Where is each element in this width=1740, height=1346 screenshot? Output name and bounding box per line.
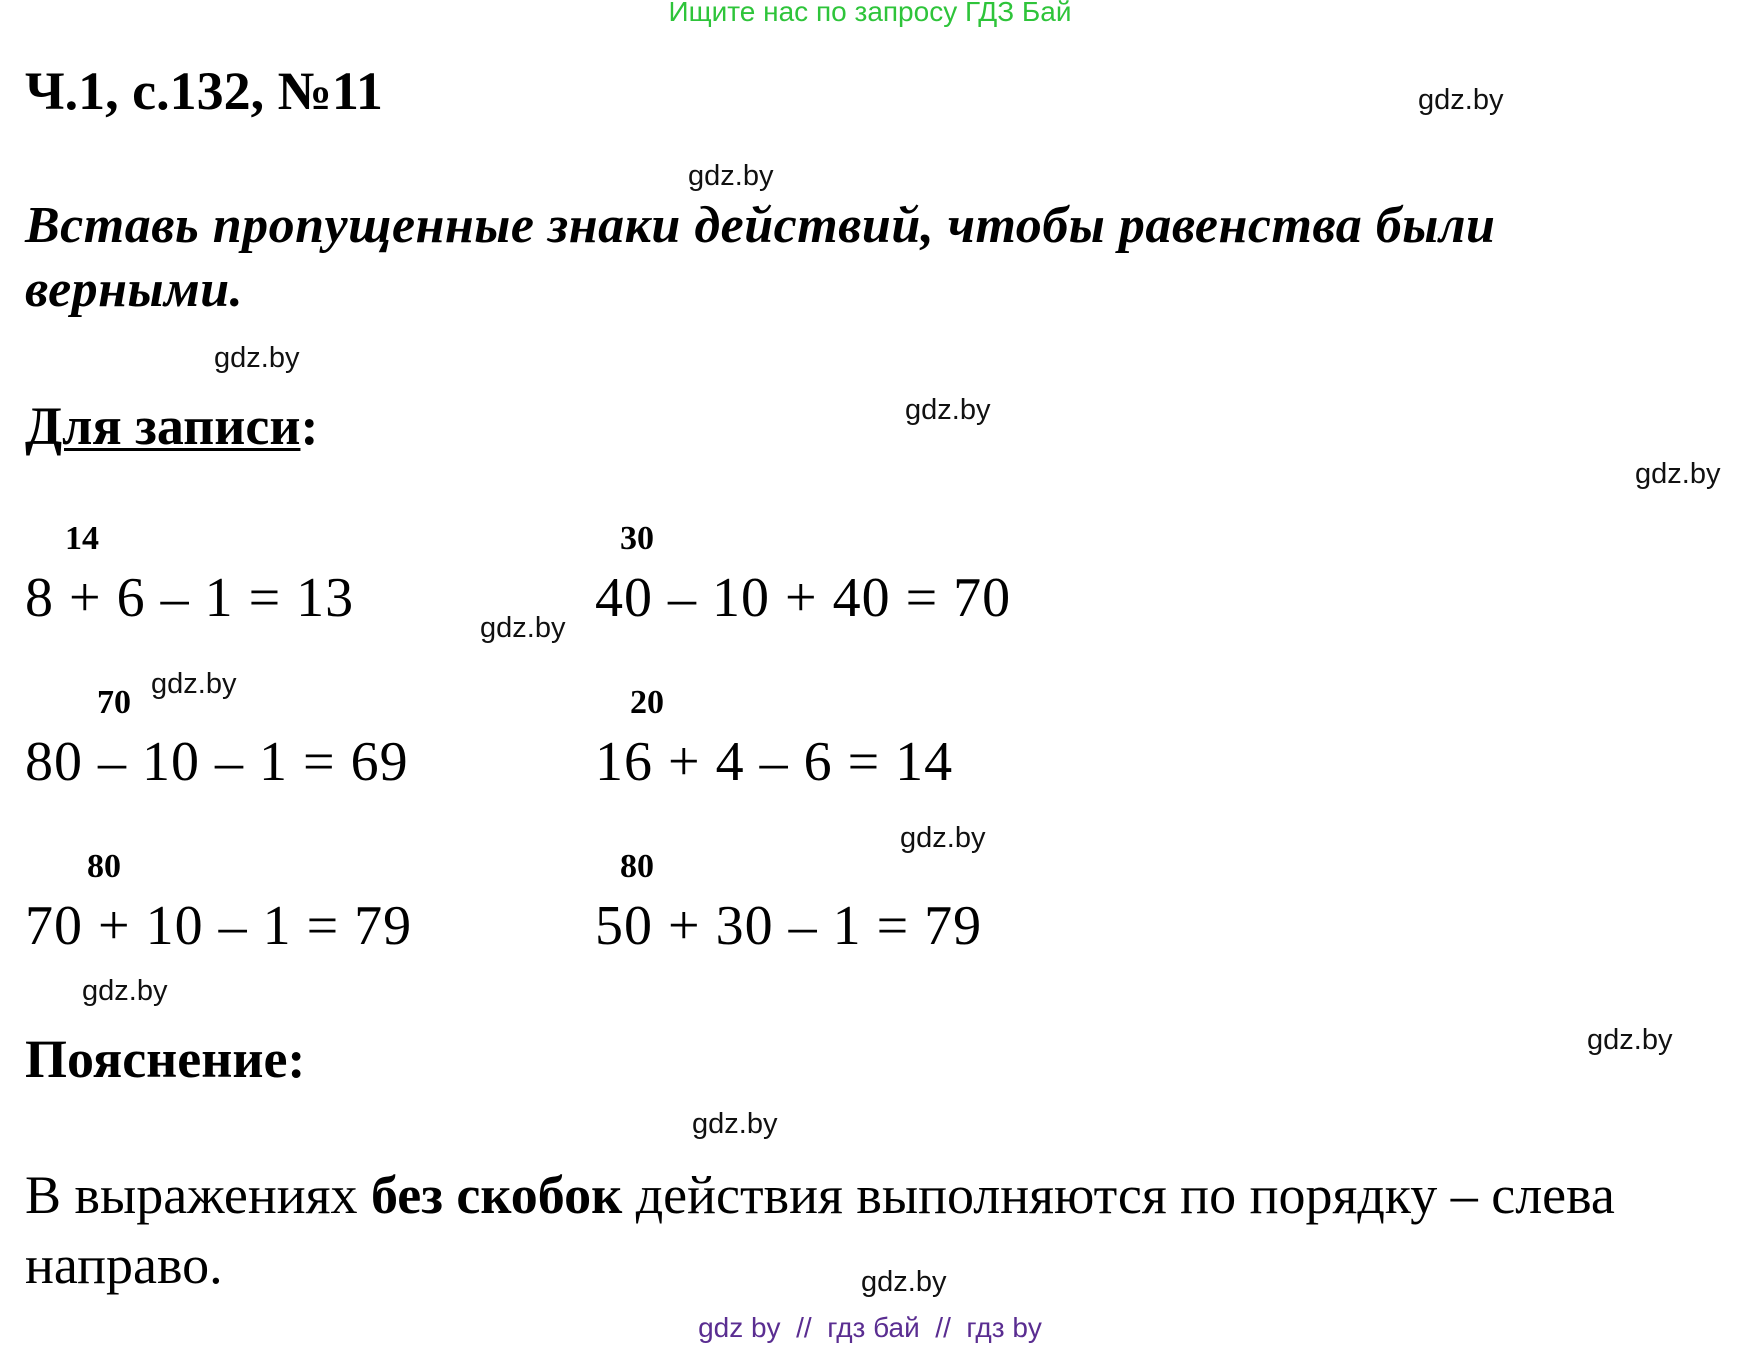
intermediate-value: 14 <box>65 520 99 557</box>
intermediate-value: 80 <box>620 848 654 885</box>
watermark: gdz.by <box>151 668 237 700</box>
explanation-after: действия выполняются по порядку – слева направо. <box>25 1165 1615 1295</box>
intermediate-value: 20 <box>630 684 664 721</box>
watermark: gdz.by <box>1418 84 1504 116</box>
explanation-bold: без скобок <box>370 1165 623 1225</box>
explanation-before: В выражениях <box>25 1165 371 1225</box>
task-text: Вставь пропущенные знаки действий, чтобы равенства были верными. <box>25 197 1496 318</box>
footer-links: gdz by // гдз бай // гдз by <box>698 1312 1042 1343</box>
page-title: Ч.1, с.132, №11 <box>25 61 383 121</box>
equation: 8 + 6 – 1 = 13 <box>25 567 355 629</box>
equation: 16 + 4 – 6 = 14 <box>595 731 954 793</box>
record-label: Для записи <box>25 396 301 456</box>
watermark: gdz.by <box>692 1108 778 1140</box>
watermark: gdz.by <box>905 394 991 426</box>
equation: 80 – 10 – 1 = 69 <box>25 731 409 793</box>
watermark: gdz.by <box>688 160 774 192</box>
watermark: gdz.by <box>861 1266 947 1298</box>
intermediate-value: 30 <box>620 520 654 557</box>
top-banner: Ищите нас по запросу ГДЗ Бай <box>668 0 1072 27</box>
equation: 50 + 30 – 1 = 79 <box>595 895 983 957</box>
equation: 40 – 10 + 40 = 70 <box>595 567 1012 629</box>
watermark: gdz.by <box>1587 1024 1673 1056</box>
explanation-heading: Пояснение: <box>25 1029 306 1089</box>
intermediate-value: 80 <box>87 848 121 885</box>
equation: 70 + 10 – 1 = 79 <box>25 895 413 957</box>
watermark: gdz.by <box>480 612 566 644</box>
watermark: gdz.by <box>1635 458 1721 490</box>
intermediate-value: 70 <box>97 684 131 721</box>
watermark: gdz.by <box>82 975 168 1007</box>
record-heading <box>25 395 318 457</box>
watermark: gdz.by <box>214 342 300 374</box>
watermark: gdz.by <box>900 822 986 854</box>
record-colon: : <box>300 396 319 456</box>
